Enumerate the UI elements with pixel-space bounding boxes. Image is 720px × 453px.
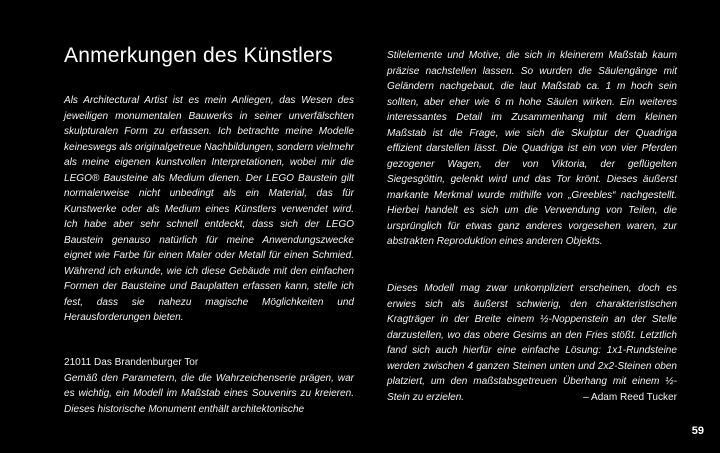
author-signature: – Adam Reed Tucker (583, 391, 677, 403)
intro-paragraph: Als Architectural Artist ist es mein Anliegen, das Wesen des jeweiligen monumentalen Bauwerks in seiner unverfälschten skulpturalen Form zu erfassen. Ich betrachte meine Modelle keineswegs als originalgetreue Nachbildungen, sondern vielmehr als meine eigenen kunstvollen Interpretationen, wobei mir die LEGO® Bausteine als Medium dienen. Der LEGO Baustein gilt normalerweise nicht unbedingt als ein Material, das für Kunstwerke oder als Medium eines Künstlers verwendet wird. Ich habe aber sehr schnell entdeckt, dass sich der LEGO Baustein genauso natürlich für meine Anwendungszwecke eignet wie Farbe für einen Maler oder Metall für einen Schmied. Während ich erkunde, wie ich diese Gebäude mit den einfachen Formen der Bausteine und Bauplatten erfassen kann, stelle ich fest, dass sie nahezu magische Möglichkeiten und Herausforderungen bieten. (64, 95, 354, 323)
model-caption (64, 355, 354, 417)
page-number: 59 (691, 425, 704, 437)
model-caption-text: Gemäß den Parametern, die die Wahrzeichenserie prägen, war es wichtig, ein Modell im Maßstab eines Souvenirs zu kreieren. Dieses historische Monument enthält architektonische (64, 372, 354, 415)
closing-paragraph-text: Dieses Modell mag zwar unkompliziert erscheinen, doch es erwies sich als äußerst schwierig, den charakteristischen Kragträger in der Breite einem ½-Noppenstein an der Stelle darzustellen, wo das obere Gesims an den Fries stößt. Letztlich fand sich auch hierfür eine einfache Lösung: 1x1-Rundsteine werden zwischen 4 ganzen Steinen unten und 2x2-Steinen oben platziert, um den maßstabsgetreuen Überhang mit einem ½-Stein zu erzielen. (387, 283, 677, 403)
closing-paragraph (387, 281, 677, 405)
continuation-paragraph: Stilelemente und Motive, die sich in kleinerem Maßstab kaum präzise nachstellen lassen. So wurden die Säulengänge mit Geländern nachgebaut, die laut Maßstab ca. 1 m hoch sein sollten, aber eher wie 6 m hohe Säulen wirken. Ein weiteres interessantes Detail im Zusammenhang mit dem kleinen Maßstab ist die Frage, wie sich die Skulptur der Quadriga effizient darstellen lässt. Die Quadriga ist ein von vier Pferden gezogener Wagen, der von Viktoria, der geflügelten Siegesgöttin, gelenkt wird und das Tor krönt. Dieses äußerst markante Merkmal wurde mithilfe von „Greebles“ nachgestellt. Hierbei handelt es sich um die Verwendung von Teilen, die ursprünglich für etwas ganz anderes vorgesehen waren, zur abstrakten Reproduktion eines anderen Objekts. (387, 50, 677, 247)
page-title: Anmerkungen des Künstlers (64, 44, 333, 67)
model-caption-heading: 21011 Das Brandenburger Tor (64, 357, 199, 368)
